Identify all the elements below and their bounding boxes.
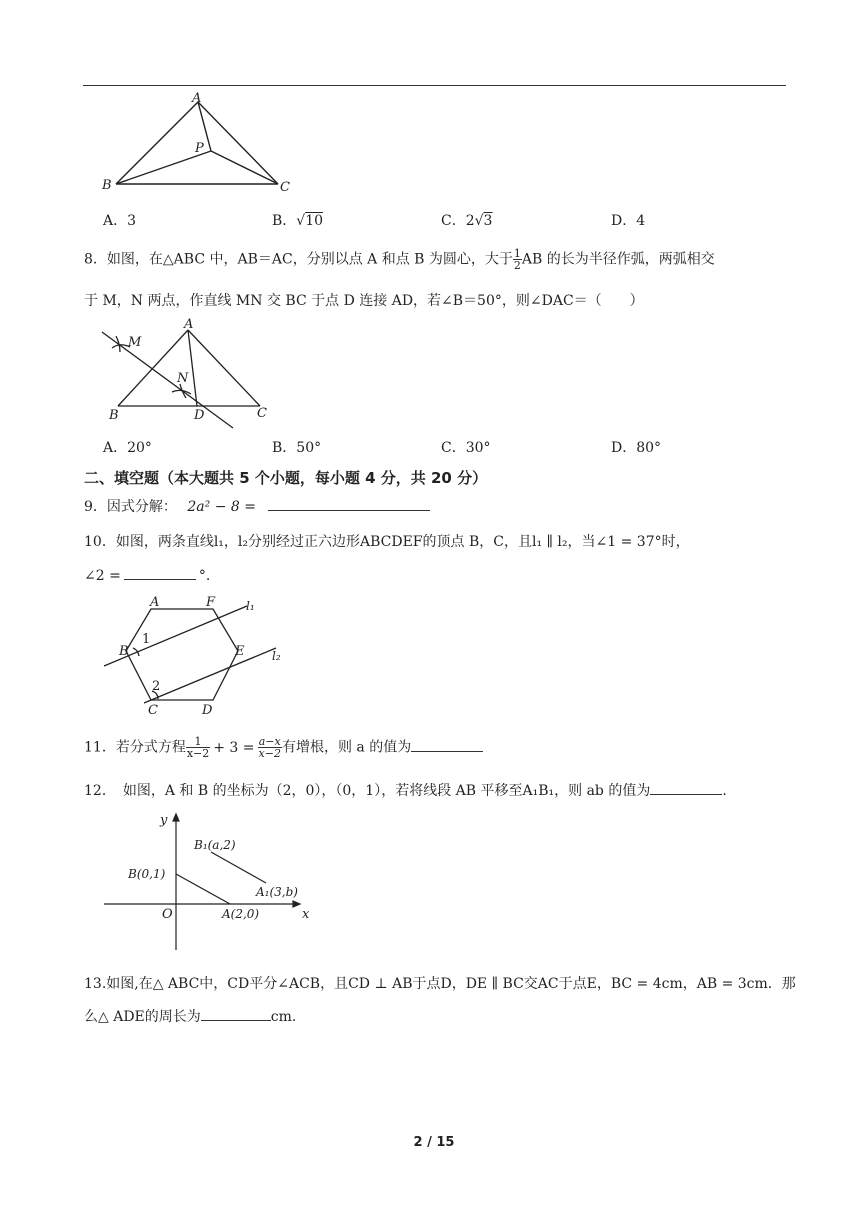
q8-half-den: 2	[513, 259, 521, 272]
q11-fraction-2-den: x−2	[258, 747, 281, 760]
q12-end: .	[722, 783, 727, 799]
q7-option-d: D．4	[611, 213, 646, 229]
q8-option-b: B．50°	[272, 440, 322, 456]
q10-label-l2: l₂	[272, 649, 281, 663]
q11	[84, 736, 483, 759]
q8-line1-part-a: 8．如图，在△ABC 中，AB＝AC，分别以点 A 和点 B 为圆心，大于	[84, 251, 513, 268]
q10-line1: 10．如图，两条直线l₁，l₂分别经过正六边形ABCDEF的顶点 B，C，且l₁ ∥ l₂，当∠1 = 37°时，	[84, 534, 690, 550]
q11-fraction-2	[258, 736, 282, 759]
q11-fraction-1-den: x−2	[186, 747, 210, 760]
q11-fraction-1-num: 1	[186, 736, 210, 748]
q12	[84, 780, 727, 800]
q7-option-a: A．3	[103, 213, 137, 229]
q8-label-a: A	[184, 317, 194, 332]
q10-label-l1: l₁	[246, 599, 255, 613]
q7-option-c-label: C．2	[441, 213, 475, 229]
q8-half-num: 1	[513, 247, 521, 260]
q10-line2-prefix: ∠2 =	[84, 568, 121, 584]
q10-label-e: E	[235, 644, 245, 659]
q7-label-p: P	[195, 141, 204, 156]
q9-expression: 2a² − 8 =	[187, 499, 256, 515]
q7-option-b-radicand: 10	[305, 213, 324, 229]
q8-label-b: B	[109, 408, 119, 423]
q10-label-angle1: 1	[142, 632, 151, 647]
q13-line1: 13.如图,在△ ABC中，CD平分∠ACB，且CD ⊥ AB于点D，DE ∥ BC交AC于点E，BC = 4cm，AB = 3cm．那	[84, 976, 796, 992]
q11-suffix: 有增根，则 a 的值为	[281, 739, 412, 756]
q11-fraction-1	[186, 736, 210, 759]
q8-label-c: C	[257, 406, 267, 421]
q8-label-d: D	[194, 408, 205, 423]
q8-triangle-figure	[100, 318, 280, 433]
q10-label-f: F	[206, 595, 216, 610]
q12-coordinate-figure	[100, 812, 330, 957]
q12-answer-blank	[650, 780, 722, 795]
q7-label-a: A	[192, 91, 202, 106]
q10-label-b: B	[119, 644, 129, 659]
q11-middle: + 3 =	[213, 739, 255, 756]
sqrt-symbol-icon: √	[296, 213, 306, 229]
q10-hexagon-figure	[100, 592, 300, 722]
q12-text: 12． 如图，A 和 B 的坐标为（2，0），（0，1），若将线段 AB 平移至A₁B₁，则 ab 的值为	[84, 783, 651, 799]
page-number: 2 / 15	[413, 1135, 455, 1150]
q10-line2-suffix: °.	[198, 568, 211, 584]
q13-line2	[84, 1006, 296, 1026]
q10-label-d: D	[202, 703, 213, 718]
q11-prefix: 11．若分式方程	[84, 739, 186, 756]
q8-option-a: A．20°	[103, 440, 152, 456]
q8-half-fraction	[513, 248, 522, 271]
section-heading: 二、填空题（本大题共 5 个小题，每小题 4 分，共 20 分）	[84, 469, 488, 487]
q10-answer-blank	[124, 565, 196, 580]
q7-label-c: C	[280, 180, 290, 195]
header-rule	[83, 85, 786, 86]
q7-label-b: B	[102, 178, 112, 193]
q8-line1	[84, 248, 715, 271]
q13-answer-blank	[201, 1006, 271, 1021]
q7-option-b	[272, 210, 323, 230]
q13-line2-prefix: 么△ ADE的周长为	[84, 1009, 201, 1025]
q12-label-x: x	[302, 907, 310, 922]
q9	[84, 496, 430, 516]
q12-label-o: O	[162, 907, 173, 922]
q7-option-c	[441, 210, 492, 230]
q11-answer-blank	[411, 737, 483, 752]
q8-line2: 于 M，N 两点，作直线 MN 交 BC 于点 D 连接 AD，若∠B＝50°，则∠DAC＝（ ）	[84, 293, 644, 309]
q7-option-b-label: B．	[272, 213, 297, 229]
q9-answer-blank	[268, 496, 430, 511]
q8-option-d: D．80°	[611, 440, 662, 456]
q12-label-b: B(0,1)	[128, 867, 166, 881]
q7-triangle-figure	[100, 90, 300, 200]
q8-line1-part-b: AB 的长为半径作弧，两弧相交	[521, 251, 715, 268]
q10-line2	[84, 565, 210, 584]
q12-label-b1: B₁(a,2)	[194, 838, 236, 852]
q8-label-m: M	[128, 335, 142, 350]
q8-option-c: C．30°	[441, 440, 491, 456]
q10-label-angle2: 2	[152, 679, 161, 694]
q13-line2-suffix: cm.	[270, 1009, 297, 1025]
q12-label-y: y	[160, 813, 168, 828]
q9-prefix: 9．因式分解：	[84, 499, 177, 515]
q11-fraction-2-num: a−x	[258, 735, 281, 748]
q12-label-a: A(2,0)	[222, 907, 260, 921]
q10-label-a: A	[150, 595, 160, 610]
sqrt-symbol-icon: √	[474, 213, 484, 229]
q12-label-a1: A₁(3,b)	[256, 885, 298, 899]
q8-label-n: N	[177, 371, 189, 386]
q7-option-c-radicand: 3	[483, 213, 493, 229]
q10-label-c: C	[148, 703, 158, 718]
